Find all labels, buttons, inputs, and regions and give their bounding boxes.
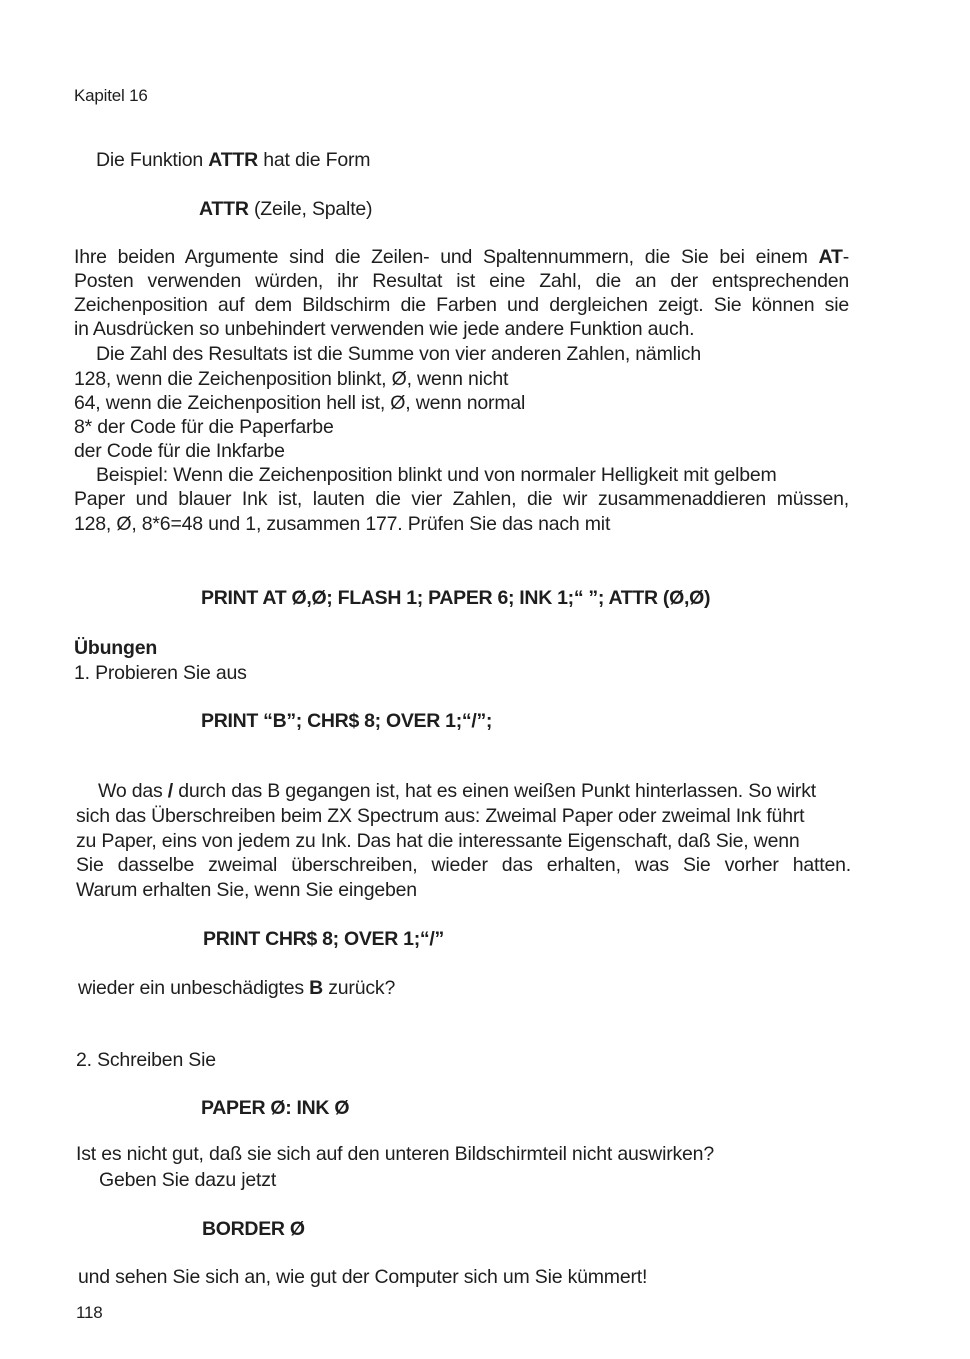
intro-keyword: ATTR — [208, 149, 259, 171]
intro-line — [96, 148, 370, 172]
para4-text: Wo das — [98, 780, 168, 802]
para2-line5: der Code für die Inkfarbe — [74, 440, 285, 462]
attr-args: (Zeile, Spalte) — [248, 198, 373, 220]
para7-line: und sehen Sie sich an, wie gut der Computer sich um Sie kümmert! — [78, 1266, 648, 1288]
para6-line1: Ist es nicht gut, daß sie sich auf den unteren Bildschirmteil nicht auswirken? — [76, 1143, 714, 1165]
para1-line2: Posten verwenden würden, ihr Resultat ist eine Zahl, die an der entsprechenden — [74, 270, 849, 292]
code-print-chr: PRINT CHR$ 8; OVER 1;“/” — [203, 928, 444, 950]
attr-keyword: ATTR — [199, 198, 249, 220]
para4-text-end: durch das B gegangen ist, hat es einen weißen Punkt hinterlassen. So wirkt — [173, 780, 816, 802]
para2-line1: Die Zahl des Resultats ist die Summe von vier anderen Zahlen, nämlich — [96, 343, 702, 365]
para3-line2: Paper und blauer Ink ist, lauten die vier Zahlen, die wir zusammenaddieren müssen, — [74, 488, 849, 510]
code-border: BORDER Ø — [202, 1218, 305, 1240]
para1-line1 — [74, 245, 849, 269]
code-paper-ink: PAPER Ø: INK Ø — [201, 1097, 350, 1119]
intro-text-end: hat die Form — [258, 149, 371, 171]
para3-line3: 128, Ø, 8*6=48 und 1, zusammen 177. Prüfen Sie das nach mit — [74, 513, 611, 535]
para6-line2: Geben Sie dazu jetzt — [99, 1169, 277, 1191]
attr-form-line — [199, 197, 372, 221]
slash-char: / — [167, 780, 173, 802]
para4-line2: sich das Überschreiben beim ZX Spectrum aus: Zweimal Paper oder zweimal Ink führt — [76, 805, 805, 827]
at-keyword: AT — [818, 246, 843, 268]
para5-text: wieder ein unbeschädigtes — [78, 977, 310, 999]
exercise-2: 2. Schreiben Sie — [76, 1049, 216, 1071]
para4-line1 — [98, 779, 816, 803]
b-char: B — [309, 977, 324, 999]
para3-line1: Beispiel: Wenn die Zeichenposition blinkt und von normaler Helligkeit mit gelbem — [96, 464, 777, 486]
exercise-1: 1. Probieren Sie aus — [74, 662, 247, 684]
para4-line4: Sie dasselbe zweimal überschreiben, wieder das erhalten, was Sie vorher hatten. — [76, 854, 851, 876]
para5-line — [78, 976, 395, 1000]
section-heading-uebungen: Übungen — [74, 637, 158, 659]
para1-text: Ihre beiden Argumente sind die Zeilen- und Spaltennummern, die Sie bei einem — [74, 246, 819, 268]
page-number: 118 — [76, 1303, 103, 1322]
para4-line3: zu Paper, eins von jedem zu Ink. Das hat die interessante Eigenschaft, daß Sie, wenn — [76, 830, 800, 852]
page-header: Kapitel 16 — [74, 86, 148, 105]
para2-line4: 8* der Code für die Paperfarbe — [74, 416, 334, 438]
para2-line3: 64, wenn die Zeichenposition hell ist, Ø, wenn normal — [74, 392, 526, 414]
para4-line5: Warum erhalten Sie, wenn Sie eingeben — [76, 879, 417, 901]
para1-line3: Zeichenposition auf dem Bildschirm die Farben und dergleichen zeigt. Sie können sie — [74, 294, 849, 316]
code-print-attr: PRINT AT Ø,Ø; FLASH 1; PAPER 6; INK 1;“ ”; ATTR (Ø,Ø) — [201, 587, 711, 609]
hyphen: - — [842, 246, 849, 268]
para1-line4: in Ausdrücken so unbehindert verwenden wie jede andere Funktion auch. — [74, 318, 695, 340]
code-print-b: PRINT “B”; CHR$ 8; OVER 1;“/”; — [201, 710, 493, 732]
para2-line2: 128, wenn die Zeichenposition blinkt, Ø, wenn nicht — [74, 368, 509, 390]
para5-text-end: zurück? — [323, 977, 396, 999]
intro-text: Die Funktion — [96, 149, 209, 171]
